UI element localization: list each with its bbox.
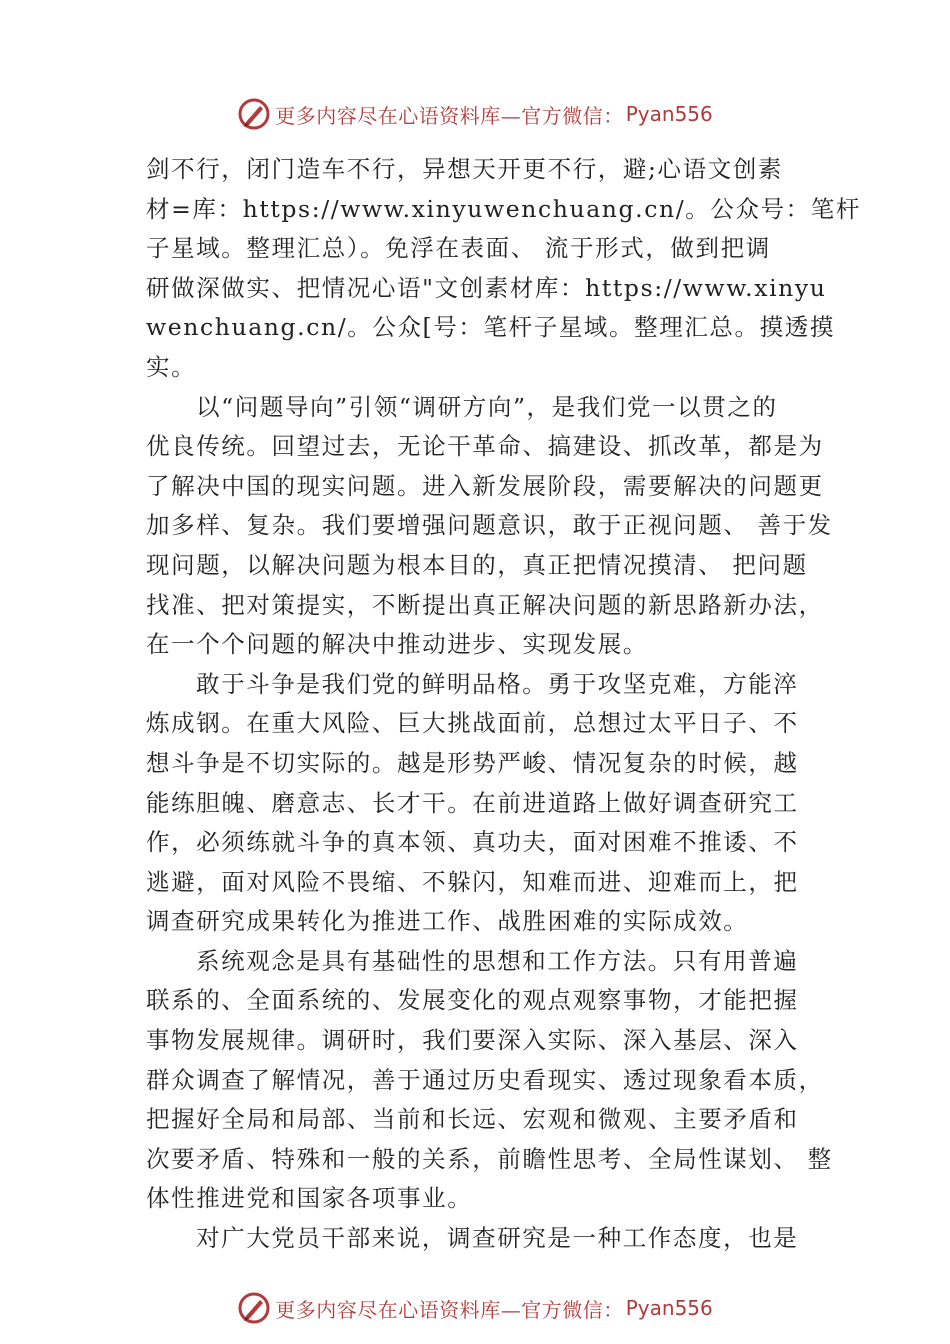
pen-logo-icon (237, 1291, 271, 1325)
text-line: 对广大党员干部来说，调查研究是一种工作态度，也是 (196, 1224, 799, 1253)
text-line: 事物发展规律。调研时，我们要深入实际、深入基层、深入 (146, 1026, 799, 1055)
footer-wechat-id: Pyan556 (625, 1296, 713, 1320)
text-line: 群众调查了解情况，善于通过历史看现实、透过现象看本质， (146, 1065, 824, 1094)
text-line: 剑不行，闭门造车不行，异想天开更不行，避;心语文创素 (146, 155, 784, 183)
text-line: 优良传统。回望过去，无论干革命、搞建设、抓改革，都是为 (146, 432, 824, 461)
text-line: 子星域。整理汇总）。免浮在表面、 流于形式，做到把调 (146, 234, 771, 263)
header-banner (0, 94, 950, 134)
text-line: 次要矛盾、特殊和一般的关系，前瞻性思考、全局性谋划、 整 (146, 1144, 833, 1173)
text-line: 现问题，以解决问题为根本目的，真正把情况摸清、 把问题 (146, 550, 808, 579)
header-wechat-id: Pyan556 (625, 102, 713, 126)
text-line: 体性推进党和国家各项事业。 (146, 1184, 473, 1213)
header-banner-text: 更多内容尽在心语资料库—官方微信： (275, 103, 624, 128)
text-line: 在一个个问题的解决中推动进步、实现发展。 (146, 630, 648, 659)
text-line: 作，必须练就斗争的真本领、真功夫，面对困难不推诿、不 (146, 828, 799, 857)
text-line: 把握好全局和局部、当前和长远、宏观和微观、主要矛盾和 (146, 1105, 799, 1134)
pen-logo-icon (237, 97, 271, 131)
document-body (146, 150, 861, 1259)
text-line: 联系的、全面系统的、发展变化的观点观察事物，才能把握 (146, 986, 799, 1015)
text-line: 以“问题导向”引领“调研方向”，是我们党一以贯之的 (196, 392, 778, 421)
text-line: 了解决中国的现实问题。进入新发展阶段，需要解决的问题更 (146, 471, 824, 500)
text-line: 加多样、复杂。我们要增强问题意识，敢于正视问题、 善于发 (146, 511, 833, 540)
text-line: 能练胆魄、磨意志、长才干。在前进道路上做好调查研究工 (146, 788, 799, 817)
text-line: 炼成钢。在重大风险、巨大挑战面前，总想过太平日子、不 (146, 709, 799, 738)
text-line: 调查研究成果转化为推进工作、战胜困难的实际成效。 (146, 907, 749, 936)
text-line: 想斗争是不切实际的。越是形势严峻、情况复杂的时候，越 (146, 748, 799, 777)
text-line: 实。 (146, 352, 197, 381)
text-line: 研做深做实、把情况心语"文创素材库：https://www.xinyu (146, 273, 827, 302)
text-line: 逃避，面对风险不畏缩、不躲闪，知难而进、迎难而上，把 (146, 867, 799, 896)
footer-banner (0, 1288, 950, 1328)
text-line: 找准、把对策提实，不断提出真正解决问题的新思路新办法， (146, 590, 824, 619)
text-line: wenchuang.cn/。公众[号：笔杆子星域。整理汇总。摸透摸 (146, 313, 835, 342)
text-line: 材=库：https://www.xinyuwenchuang.cn/。公众号：笔杆 (146, 194, 861, 223)
text-line: 敢于斗争是我们党的鲜明品格。勇于攻坚克难，方能淬 (196, 669, 799, 698)
text-line: 系统观念是具有基础性的思想和工作方法。只有用普遍 (196, 946, 799, 975)
footer-banner-text: 更多内容尽在心语资料库—官方微信： (275, 1297, 624, 1322)
